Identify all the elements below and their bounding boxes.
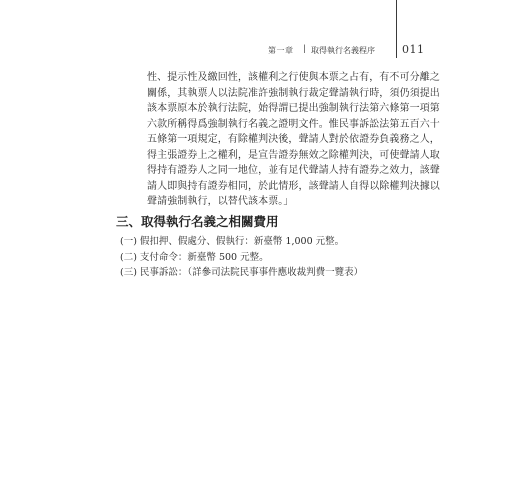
page-number: 011 bbox=[402, 43, 425, 56]
paragraph-line: 聲請強制執行，以替代該本票。」 bbox=[147, 196, 294, 207]
fee-list-item: (二) 支付命令：新臺幣 500 元整。 bbox=[120, 251, 269, 263]
section-heading: 三、取得執行名義之相關費用 bbox=[116, 214, 279, 229]
paragraph-line: 六款所稱得爲強制執行名義之證明文件。惟民事訴訟法第五百六十 bbox=[147, 118, 440, 130]
paragraph-line: 得持有證券人之同一地位，並有足代聲請人持有證券之效力，該聲 bbox=[147, 165, 440, 176]
paragraph-line: 得主張證券上之權利，是宣告證券無效之除權判決，可使聲請人取 bbox=[147, 149, 440, 161]
fee-list bbox=[120, 234, 363, 281]
header-divider-line bbox=[396, 0, 397, 58]
paragraph-line: 該本票原本於執行法院，始得謂已提出強制執行法第六條第一項第 bbox=[147, 103, 440, 114]
paragraph-line: 性、提示性及繳回性，該權利之行使與本票之占有，有不可分離之 bbox=[147, 72, 440, 83]
paragraph-line: 關係，其執票人以法院准許強制執行裁定聲請執行時，須仍須提出 bbox=[147, 87, 440, 99]
fee-list-item: (一) 假扣押、假處分、假執行：新臺幣 1,000 元整。 bbox=[120, 236, 345, 247]
running-header-separator: | bbox=[303, 44, 306, 53]
running-header-chapter: 第一章 bbox=[268, 46, 294, 55]
body-paragraph bbox=[147, 70, 440, 210]
paragraph-line: 五條第一項規定，有除權判決後，聲請人對於依證券負義務之人， bbox=[147, 134, 440, 145]
running-header-title: 取得執行名義程序 bbox=[311, 46, 375, 55]
fee-list-item: (三) 民事訴訟：（詳參司法院民事事件應收裁判費一覽表） bbox=[120, 267, 364, 278]
paragraph-line: 請人即與持有證券相同，於此情形，該聲請人自得以除權判決據以 bbox=[147, 180, 440, 192]
